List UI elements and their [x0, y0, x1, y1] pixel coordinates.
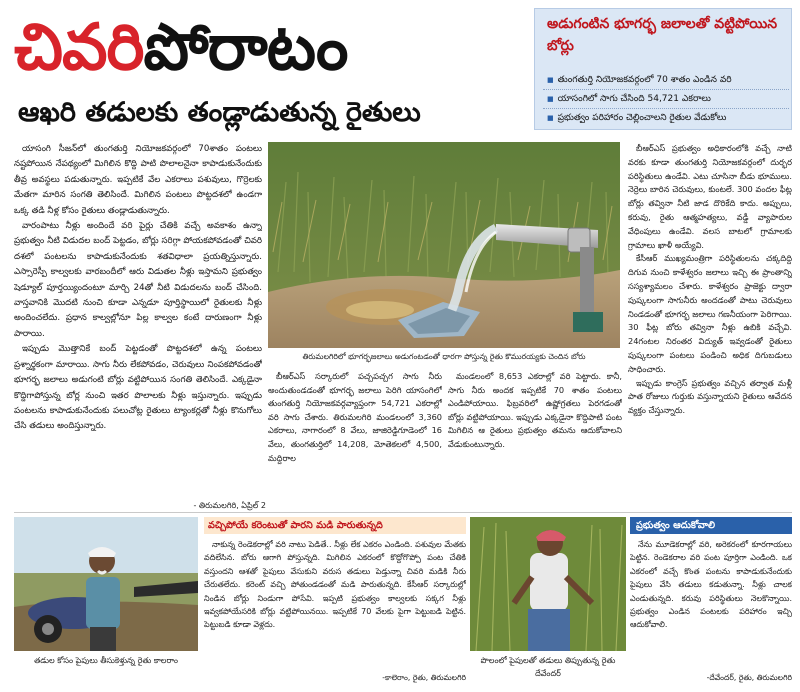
highlight-item: ■ తుంగతుర్తి నియోజకవర్గంలో 70 శాతం ఎండిన వరి	[543, 71, 789, 89]
dateline: - తిరుమలగిరి, ఏప్రిల్ 2	[193, 501, 266, 510]
story2-credit: -కాలెరాం, రైతు, తిరుమలగిరి	[382, 673, 466, 682]
right-story-column	[628, 142, 792, 512]
story3-title: ప్రభుత్వం ఆదుకోవాలి	[630, 517, 792, 534]
highlight-item: ■ యాసంగిలో సాగు చేసింది 54,721 ఎకరాలు	[543, 89, 789, 108]
mid-story-column-2	[448, 370, 622, 508]
borewell-photo	[268, 142, 620, 348]
farmer1-photo-caption: తడుల కోసం పైపులు తీసుకెళ్తున్న రైతు కాలరాం	[34, 656, 178, 665]
story2-body	[204, 538, 466, 668]
headline-black-part: పోరాటం	[143, 11, 348, 85]
farmer-kalaram-photo	[14, 517, 198, 651]
story-paragraph: బీఆర్ఎస్ ప్రభుత్వం అధికారంలోకి వచ్చే నాటి వరకు కూడా తుంగతుర్తి నియోజకవర్గంలో దుర్భర పరిస్థితులు ఉండేవి. ఎటు చూసినా బీడు భూములు. నెర్రెలు బారిన చెరువులు, కుంటలే. 300 వందల ఫీట్ల బోర్లు తవ్వినా నీటి జాడ దొరికేది కాదు. అప్పులు, కరువు, రైతు ఆత్మహత్యలు, వడ్డీ వ్యాపారుల వేధింపులు ఉండేవి. వలస బాటలో గ్రామాలకు గ్రామాలు ఖాళీ అయ్యేవి.	[628, 143, 792, 250]
main-photo-caption: తిరుమలగిరిలో భూగర్భజలాలు అడుగంటడంతో ధారగా పోస్తున్న రైతు కొమురయ్యకు చెందిన బోరు	[302, 352, 586, 361]
farmer2-photo-caption: పొలంలో పైపులతో తడులు తిప్పుతున్న రైతు దేవేందర్	[480, 656, 616, 678]
main-headline	[14, 8, 524, 88]
story-paragraph: యాసంగి సీజన్‌లో తుంగతుర్తి నియోజకవర్గంలో 70శాతం పంటలు నష్టపోయిన నేపథ్యంలో మిగిలిన కొద్ది పాటి పొలాలనైనా కాపాడుకునేందుకు తీవ్ర అవస్థలు పడుతున్నారు. ఇప్పటికే వేల ఎకరాలు పశువులు, గొర్రెలకు మేతగా మారిన సంగతి తెలిసిందే. మిగిలిన పంటలు పొట్టదశలో ఉండగా ఒక్క తడి నీళ్ల కోసం రైతులు తండ్లాడుతున్నారు.	[14, 144, 262, 216]
highlights-box	[534, 8, 792, 130]
highlights-list	[543, 71, 789, 127]
story2-title: వచ్చిపోయే కరెంటుతో పారని మడి పారుతున్నది	[204, 517, 466, 534]
story-paragraph: కేసీఆర్ ముఖ్యమంత్రిగా పరిస్థితులను చక్కదిద్ది దిగువ నుంచి కాళేశ్వరం జలాలు ఇచ్చి ఈ ప్రాంతాన్ని సస్యశ్యామలం చేశారు. కాళేశ్వరం ప్రాజెక్టు ద్వారా పుష్కలంగా సాగునీరు అందడంతో పాటు చెరువులు నిండడంతో భూగర్భ జలాలు గణనీయంగా పెరిగాయి. 30 ఫీట్ల బోరు తవ్వినా నీళ్లు ఉబికి వచ్చేవి. 24గంటల నిరంతర విద్యుత్ ఇవ్వడంతో రైతులు పుష్కలంగా పంటలు పండించి అధిక దిగుబడులు సాధించారు.	[628, 253, 792, 374]
section-divider	[14, 512, 792, 513]
story-paragraph: బీఆర్ఎస్ సర్కారులో పచ్చపచ్చగ సాగు నీరు అందుతుండడంతో భూగర్భ జలాలు పెరిగి యాసంగిలో తుంగతుర్తి నియోజకవర్గవ్యాప్తంగా 54,721 ఎకరాల్లో వరి సాగు చేశారు. తిరుమలగిరి మండలంలో 3,360 ఎకరాలు, నాగారంలో 8 వేలు, జాజిరెడ్డిగూడెంలో 16 వేలు, తుంగతుర్తిలో 14,208, మోతెకలలో 4,500, మద్దిరాల	[268, 371, 442, 463]
story-paragraph: నాకున్న రెండెకరాల్లో వరి నాటు పెడితే.. నీళ్లు లేక ఎకరం ఎండింది. పశువుల మేతకు వదిలేసిన. బోరు ఆగాగి పోస్తున్నది. మిగిలిన ఎకరంలో కొద్దోగొప్పో పంట చేతికి వస్తుందని ఆశతో పైపులు వేసుకుని వరుస తడులు పెడ్తున్నా చివరి మడికి నీరు చేరుతలేదు. కరెంట్ వచ్చి పోతుండడంతో మడి పారుతున్నది. కేసీఆర్ సర్కారుల్లో నిండిన బోర్లు నిండుగా పోసేవి. ఇప్పటి ప్రభుత్వం కాల్వలకు సక్కగ నీళ్లు ఇవ్వకపోయేసరికి బోర్లు వట్టిపోయినయి. ఇప్పటికే 70 వేలకు పైగా పెట్టుబడి పెట్టిన. పెట్టుబడి కూడా వెళ్లదు.	[204, 540, 466, 630]
story-paragraph: నేను మూడెకరాల్లో వరి, అరెకరంలో కూరగాయలు పెట్టిన. రెండెకరాల వరి పంట పూర్తిగా ఎండింది. ఒక ఎకరంలో వచ్చే కొంత పంటను కాపాడుకునేందుకు పైపులు వేసి తడులు కడుతున్నా. నీళ్లు చాలక ఎండుతున్నది. కరువు పరిస్థితులు నెలకొన్నాయి. ప్రభుత్వం ఎండిన పంటలకు పరిహారం ఇచ్చి ఆదుకోవాలి.	[630, 540, 792, 630]
story3-body	[630, 538, 792, 668]
mid-story-column-1	[268, 370, 442, 508]
story-paragraph: మండలంలో 8,653 ఎకరాల్లో వరి పెట్టారు. కానీ, సాగు నీరు అందక ఇప్పటికే 70 శాతం పంటలు ఎండిపోయాయి. ఫిబ్రవరిలో ఉష్ణోగ్రతలు పెరగడంతో బోర్లు వట్టిపోయాయి. ఇప్పుడు ఎక్కడైనా కొద్దిపాటి పంట మిగిలిన ఆ రైతులు ప్రభుత్వం తమను ఆదుకోవాలని వేడుకుంటున్నారు.	[448, 371, 622, 449]
story-paragraph: ఇప్పుడు మొత్తానికే బంద్ పెట్టడంతో పొట్టదశలో ఉన్న పంటలు ప్రశ్నార్థకంగా మారాయి. సాగు నీరు లేకపోవడం, చెరువులు నింపకపోవడంతో భూగర్భ జలాలు అడుగంటి బోర్లు వట్టిపోయిన సంగతి తెలిసిందే. ఎక్కడైనా కొద్దిగాపోస్తున్న బోర్ల నుంచి ఇతర పొలాలకు నీళ్లు ఇస్తున్నారు. ఇప్పుడు పంటలను కాపాడుకునేందుకు పలుచోట్ల రైతులు ట్యాంకర్లతో నీళ్లు కొనుగోలు చేసి తడులు అందిస్తున్నారు.	[14, 344, 262, 432]
story-paragraph: ఇప్పుడు కాంగ్రెస్ ప్రభుత్వం వచ్చిన తర్వాత మళ్లీ పాత రోజులు గుర్తుకు వస్తున్నాయని రైతులు ఆవేదన వ్యక్తం చేస్తున్నారు.	[628, 377, 792, 416]
story-paragraph: వారంపాటు నీళ్లు అందిందే వరి పైర్లు చేతికి వచ్చే అవకాశం ఉన్నా ప్రభుత్వం నీటి విడుదల బంద్ పెట్టడం, బోర్లు సరిగ్గా పోయకపోవడంతో చివరి దశలో పంటలను కాపాడుకునేందుకు శతవిధాలా ప్రయత్నిస్తున్నారు. ఎస్సారెస్పీ కాల్వలకు వారబందీలో ఆరు విడుతల నీళ్లు ఇస్తామని ప్రభుత్వం షెడ్యూల్ పూర్తయ్యిందంటూ మార్చి 24తో నీటి విడుదలను బంద్ చేసింది. వాస్తవానికి మొదటి నుంచి కూడా ఎన్నడూ పూర్తిస్థాయిలో రైతులకు నీళ్లు అందించలేదు. ప్రధాన కాల్వల్లోనూ పిల్ల కాల్వల కంటే దారుణంగా నీళ్లు పారాయి.	[14, 221, 262, 339]
main-story-column	[14, 142, 262, 512]
farmer-devender-photo	[470, 517, 626, 651]
subheadline: ఆఖరి తడులకు తండ్లాడుతున్న రైతులు	[18, 97, 421, 128]
highlights-title: అడుగంటిన భూగర్భ జలాలతో వట్టిపోయిన బోర్లు	[547, 16, 778, 54]
headline-red-part: చివరి	[14, 11, 144, 85]
story3-credit: -దేవేందర్, రైతు, తిరుమలగిరి	[706, 673, 792, 682]
highlight-item: ■ ప్రభుత్వం పరిహారం చెల్లించాలని రైతుల వేడుకోలు	[543, 108, 789, 127]
